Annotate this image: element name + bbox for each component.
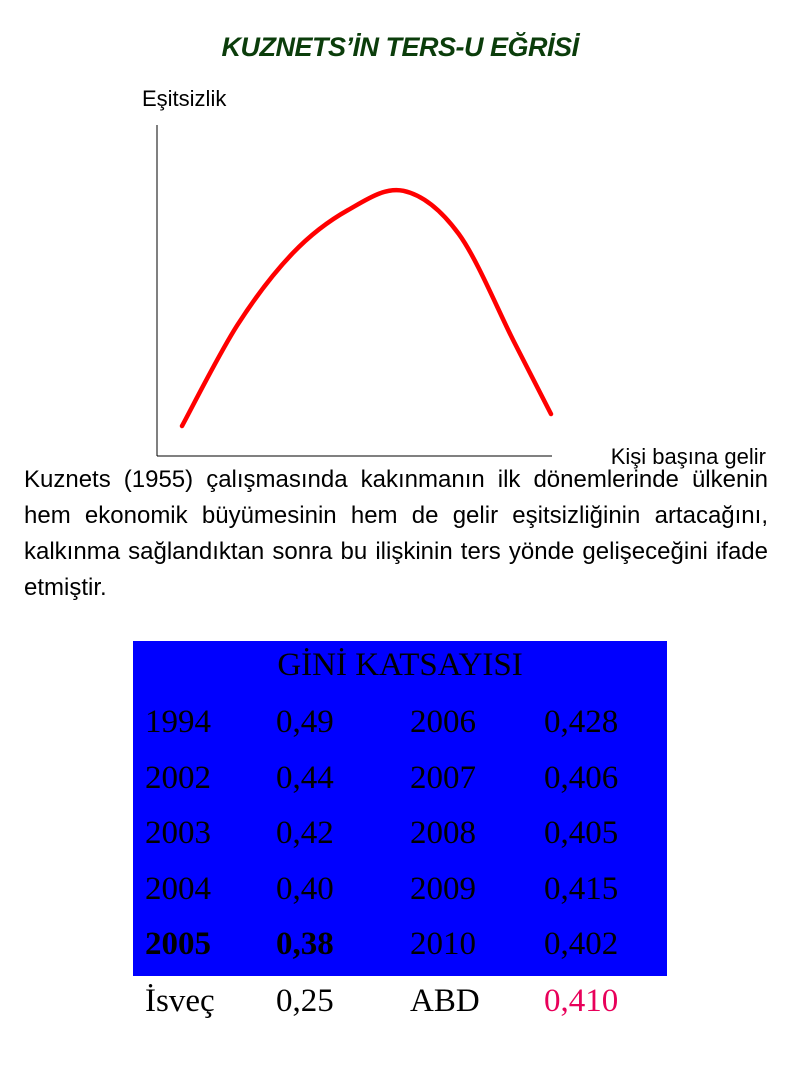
description-paragraph: Kuznets (1955) çalışmasında kakınmanın ilk dönemlerinde ülkenin hem ekonomik büyümesinin hem de gelir eşitsizliğinin artacağını, kalkınma sağlandıktan sonra bu ilişkinin ters yönde gelişeceğini ifade etmiştir.: [24, 466, 768, 601]
gini-cell: 2008: [410, 815, 476, 851]
gini-cell: 0,405: [544, 815, 619, 851]
gini-cell-highlight: 2005: [145, 926, 211, 962]
gini-cell: 2004: [145, 871, 211, 907]
page-title: KUZNETS’İN TERS-U EĞRİSİ: [221, 32, 579, 62]
gini-cell: 0,42: [276, 815, 334, 851]
gini-cell: 0,406: [544, 760, 619, 796]
gini-cell: 0,49: [276, 704, 334, 740]
kuznets-curve: [182, 190, 551, 426]
gini-cell: 0,428: [544, 704, 619, 740]
gini-cell: 0,415: [544, 871, 619, 907]
gini-cell: 0,44: [276, 760, 334, 796]
gini-cell: 2006: [410, 704, 476, 740]
gini-cell: 0,40: [276, 871, 334, 907]
comparison-value: 0,25: [276, 983, 334, 1019]
comparison-value-highlight: 0,410: [544, 983, 619, 1019]
gini-cell: 2003: [145, 815, 211, 851]
gini-cell: 2010: [410, 926, 476, 962]
gini-cell-highlight: 0,38: [276, 926, 334, 962]
gini-cell: 0,402: [544, 926, 619, 962]
y-axis-label: Eşitsizlik: [142, 86, 227, 111]
kuznets-chart: [0, 80, 800, 470]
x-axis-label: Kişi başına gelir: [610, 444, 766, 469]
gini-cell: 2007: [410, 760, 476, 796]
gini-cell: 2009: [410, 871, 476, 907]
comparison-country: İsveç: [145, 983, 215, 1019]
comparison-country: ABD: [410, 983, 480, 1019]
gini-cell: 2002: [145, 760, 211, 796]
gini-cell: 1994: [145, 704, 211, 740]
gini-table-title: GİNİ KATSAYISI: [277, 647, 523, 683]
